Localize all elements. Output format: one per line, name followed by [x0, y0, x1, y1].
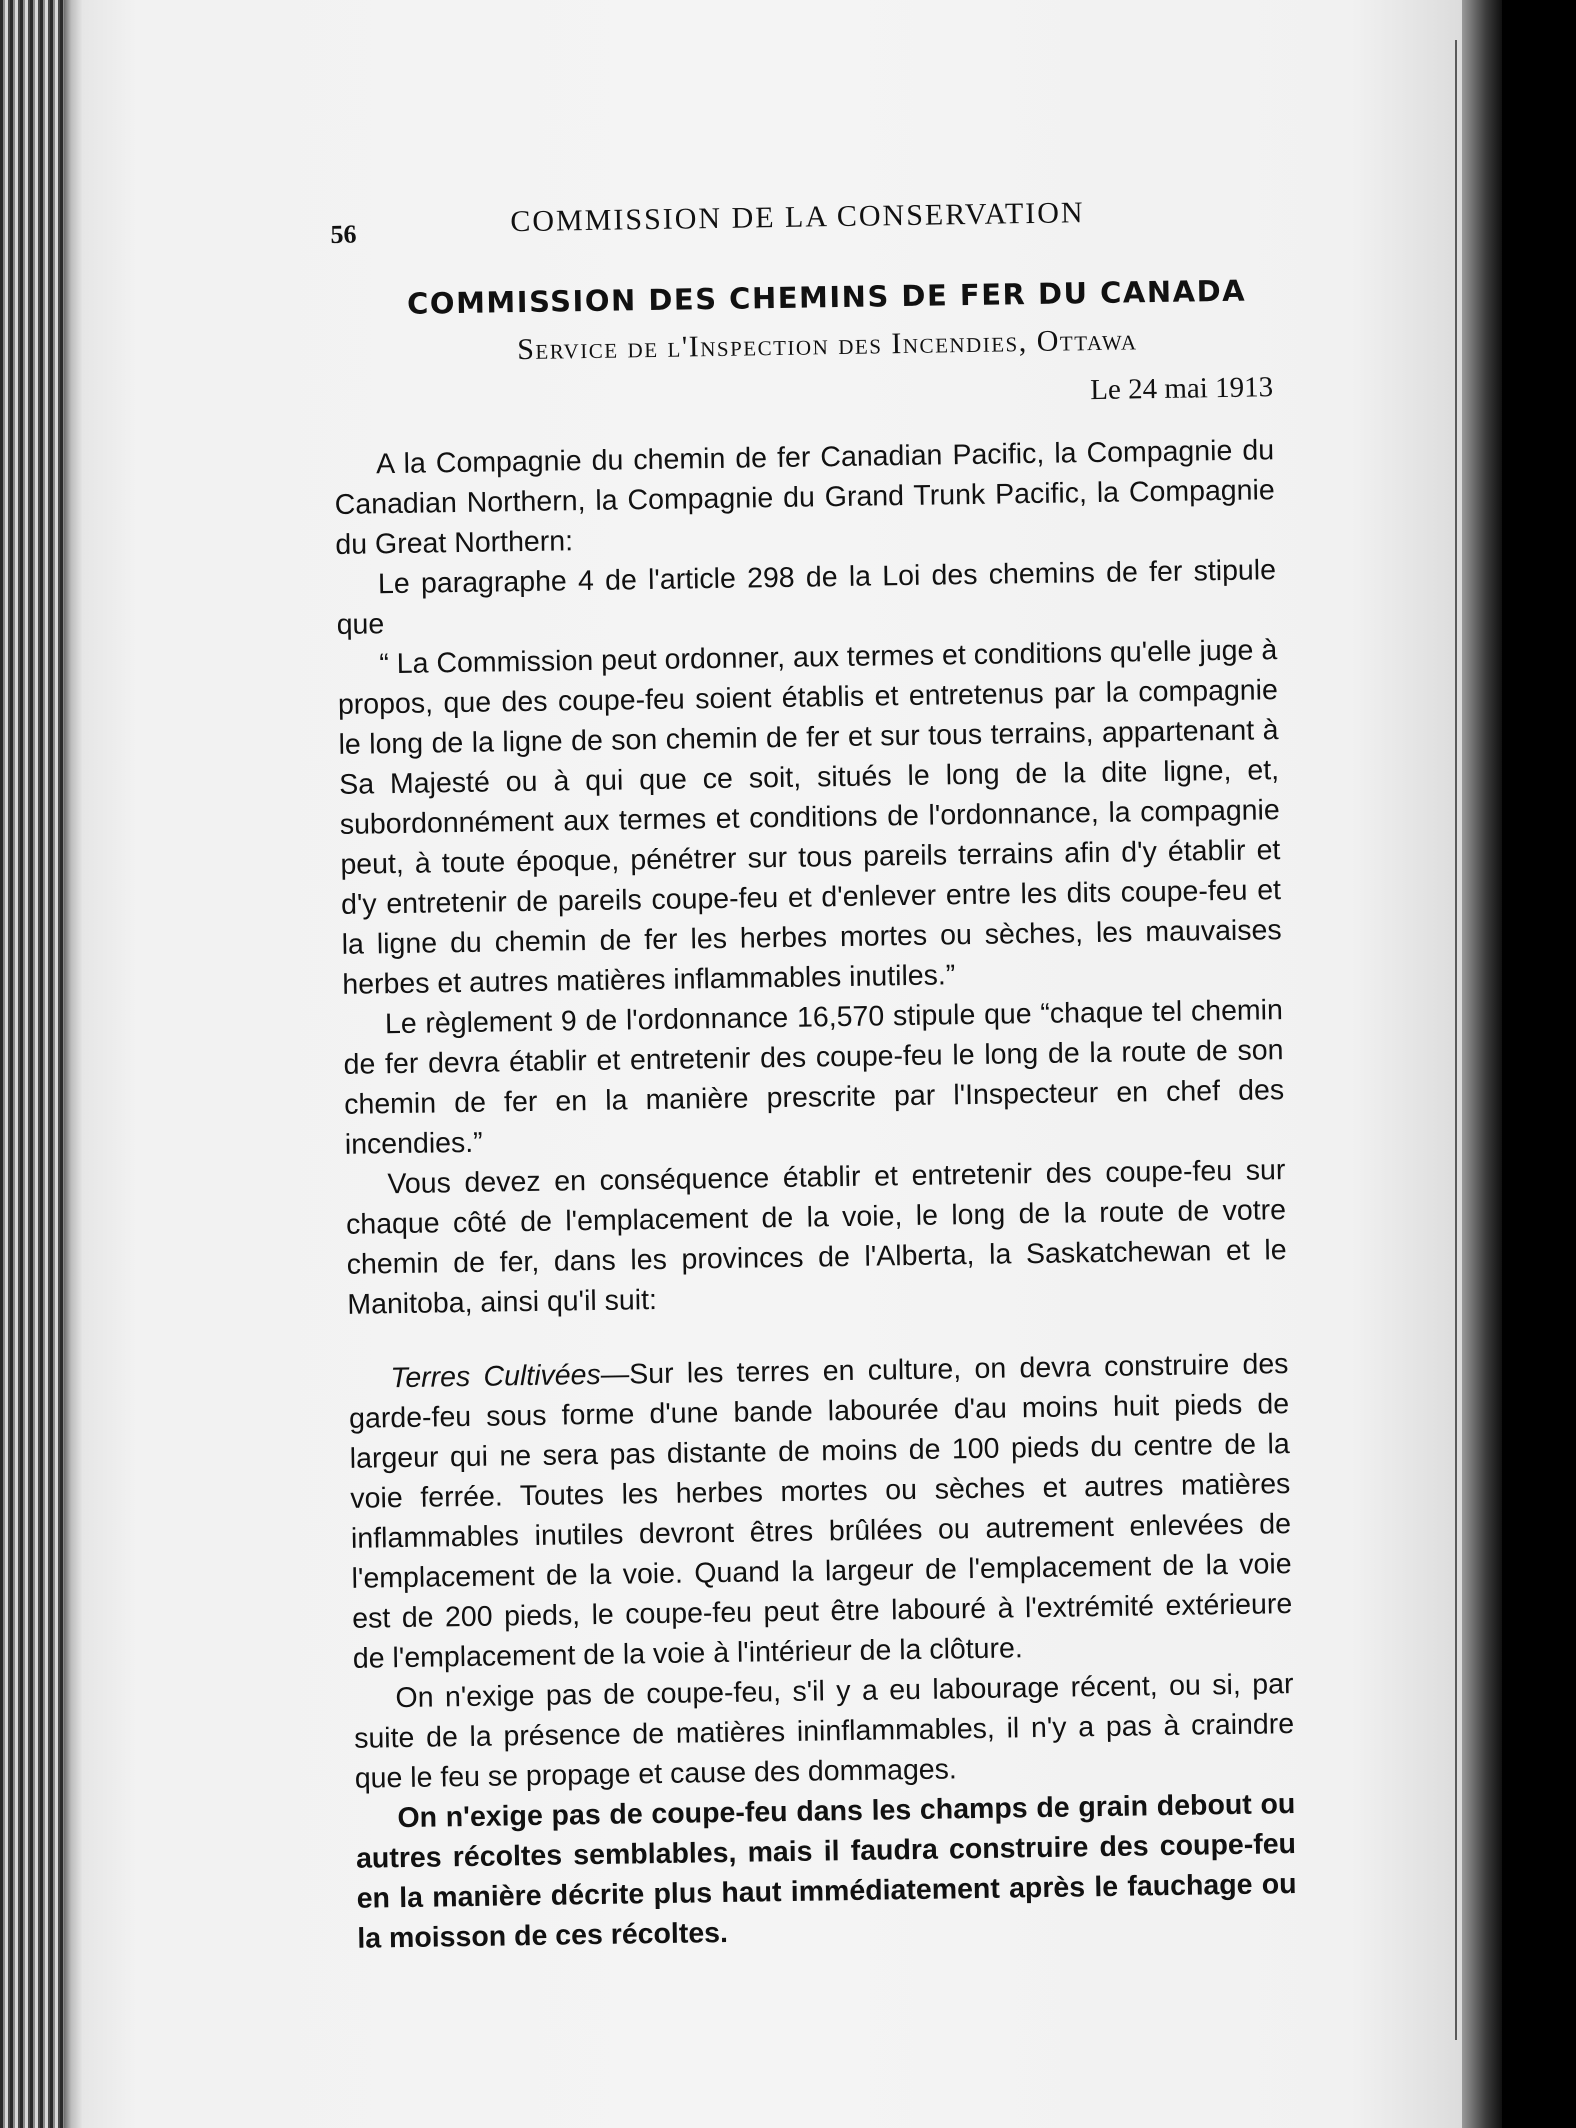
book-gutter-shadow — [64, 0, 82, 2128]
document-title: COMMISSION DES CHEMINS DE FER DU CANADA — [406, 273, 1247, 321]
paragraph-regulation: Le règlement 9 de l'ordonnance 16,570 stipule que “chaque tel chemin de fer devra établir et entretenir des coupe-feu le long de la route de son chemin de fer en la manière prescrite par l'Inspecteur en chef des incendies.” — [343, 994, 1285, 1161]
section-lead-italic: Terres Cultivées — [390, 1358, 601, 1395]
letter-body — [334, 430, 1298, 1959]
paragraph-exemption-plowing: On n'exige pas de coupe-feu, s'il y a eu labourage récent, ou si, par suite de la présence de matières ininflammables, il n'y a pas à craindre que le feu se propage et cause des dommages. — [353, 1668, 1295, 1795]
page-number: 56 — [330, 219, 357, 249]
paragraph-addressees: A la Compagnie du chemin de fer Canadian Pacific, la Compagnie du Canadian Northern, la Compagnie du Grand Trunk Pacific, la Compagnie du Great Northern: — [334, 434, 1275, 561]
page-content — [330, 185, 1298, 1959]
paragraph-law-reference: Le paragraphe 4 de l'article 298 de la Loi des chemins de fer stipule que — [336, 554, 1277, 641]
right-page-edge — [1455, 40, 1457, 2040]
page-stack-edges — [0, 0, 64, 2128]
letter-date: Le 24 mai 1913 — [1090, 371, 1274, 407]
right-scan-shadow — [1462, 0, 1502, 2128]
document-subtitle: Service de l'Inspection des Incendies, Ottawa — [516, 323, 1138, 367]
paragraph-instructions: Vous devez en conséquence établir et entretenir des coupe-feu sur chaque côté de l'emplacement de la voie, le long de la route de votre chemin de fer, dans les provinces de l'Alberta, la Saskatchewan et le Manitoba, ainsi qu'il suit: — [345, 1154, 1287, 1321]
paragraph-cultivated-lands — [348, 1344, 1293, 1679]
paragraph-exemption-grain: On n'exige pas de coupe-feu dans les champs de grain debout ou autres récoltes semblables, mais il faudra construire des coupe-feu en la manière décrite plus haut immédiatement après le fauchage ou la moisson de ces récoltes. — [355, 1788, 1297, 1955]
section-text: —Sur les terres en culture, on devra construire des garde-feu sous forme d'une bande labourée d'au moins huit pieds de largeur qui ne sera pas distante de moins de 100 pieds du centre de la voie ferrée. Toutes les herbes mortes ou sèches et autres matières inflammables inutiles devront êtres brûlées ou autrement enlevées de l'emplacement de la voie. Quand la largeur de l'emplacement de la voie est de 200 pieds, le coupe-feu peut être labouré à l'extrémité extérieure de l'emplacement de la voie à l'intérieur de la clôture. — [348, 1348, 1293, 1675]
paragraph-law-quote: “ La Commission peut ordonner, aux termes et conditions qu'elle juge à propos, que des coupe-feu soient établis et entretenus par la compagnie le long de la ligne de son chemin de fer et sur tous terrains, appartenant à Sa Majesté ou à qui que ce soit, situés le long de la dite ligne, et, subordonnément aux termes et conditions de l'ordonnance, la compagnie peut, à toute époque, pénétrer sur tous pareils terrains afin d'y établir et d'y entretenir de pareils coupe-feu et d'enlever entre les dits coupe-feu et la ligne du chemin de fer les herbes mortes ou sèches, les mauvaises herbes et autres matières inflammables inutiles.” — [337, 634, 1282, 1001]
running-head: COMMISSION DE LA CONSERVATION — [510, 196, 1085, 239]
